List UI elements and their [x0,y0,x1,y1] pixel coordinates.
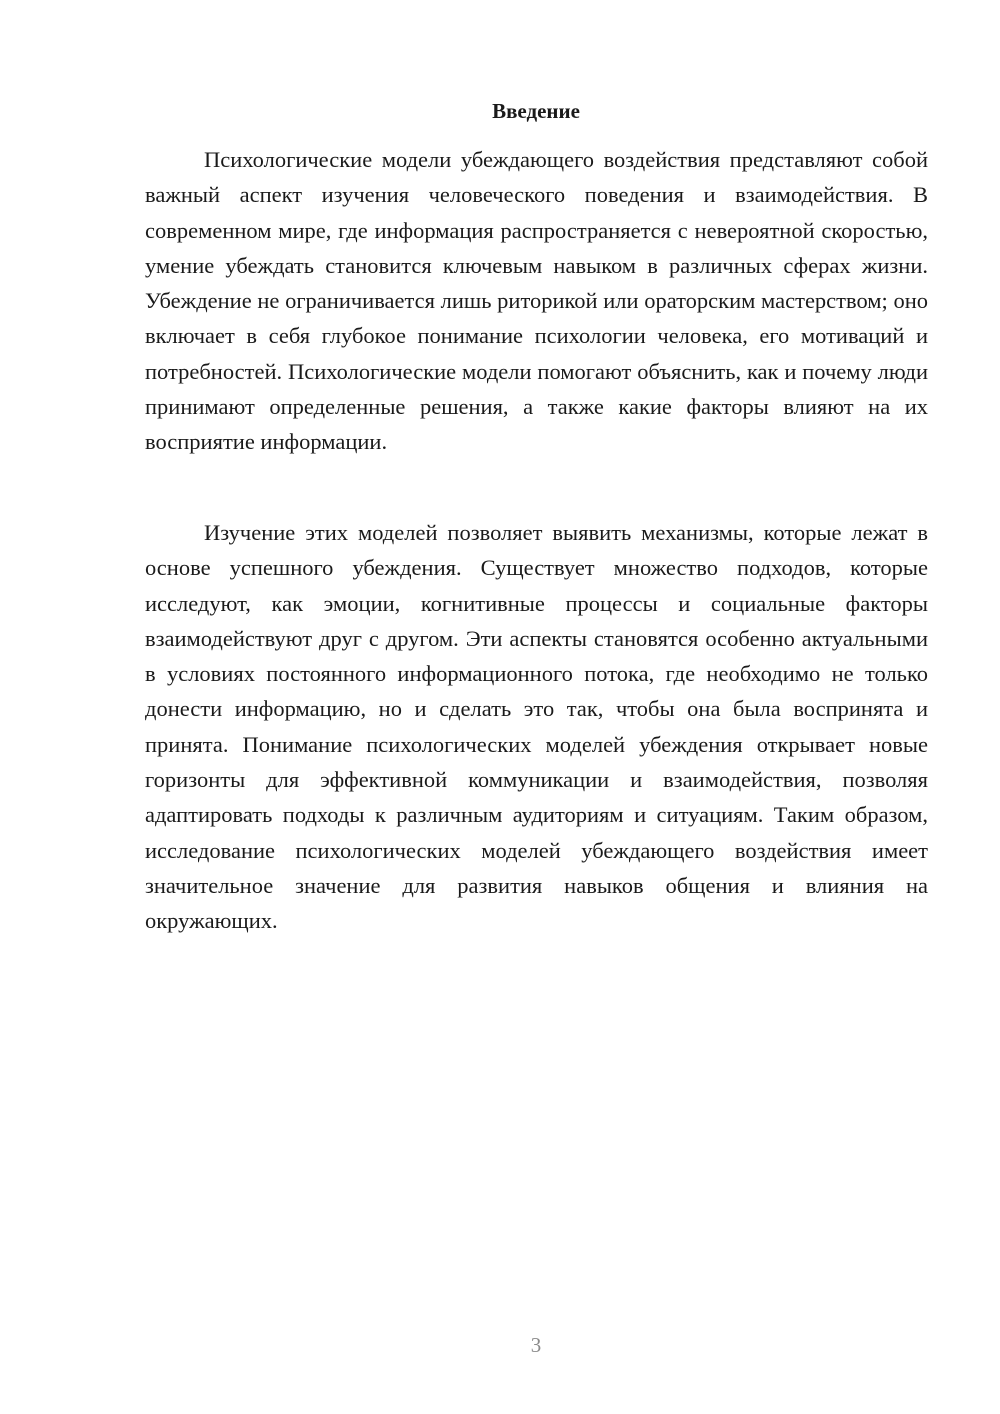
paragraph-2: Изучение этих моделей позволяет выявить механизмы, которые лежат в основе успешного убеждения. Существует множество подходов, которые исследуют, как эмоции, когнитивные процессы и социальные факторы взаимодействуют друг с другом. Эти аспекты становятся особенно актуальными в условиях постоянного информационного потока, где необходимо не только донести информацию, но и сделать это так, чтобы она была воспринята и принята. Понимание психологических моделей убеждения открывает новые горизонты для эффективной коммуникации и взаимодействия, позволяя адаптировать подходы к различным аудиториям и ситуациям. Таким образом, исследование психологических моделей убеждающего воздействия имеет значительное значение для развития навыков общения и влияния на окружающих. [145,520,928,934]
page-number: 3 [530,1333,542,1357]
paragraph-1: Психологические модели убеждающего воздействия представляют собой важный аспект изучения человеческого поведения и взаимодействия. В современном мире, где информация распространяется с невероятной скоростью, умение убеждать становится ключевым навыком в различных сферах жизни. Убеждение не ограничивается лишь риторикой или ораторским мастерством; оно включает в себя глубокое понимание психологии человека, его мотиваций и потребностей. Психологические модели помогают объяснить, как и почему люди принимают определенные решения, а также какие факторы влияют на их восприятие информации. [145,147,928,455]
section-title: Введение [492,99,580,123]
